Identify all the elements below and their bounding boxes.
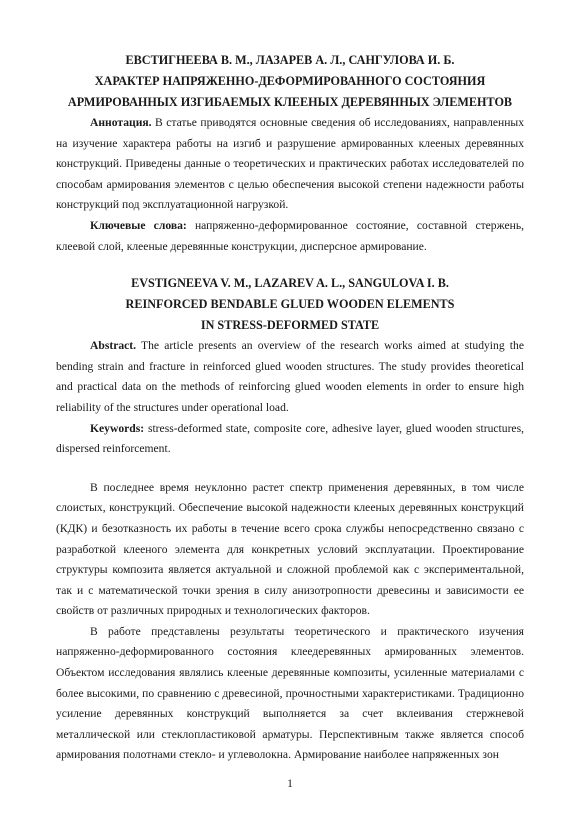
- en-title-line-2: IN STRESS-DEFORMED STATE: [200, 318, 380, 333]
- ru-keywords-text: напряженно-деформированное состояние, составной стержень, клеевой слой, клееные деревянные конструкции, дисперсное армирование.: [56, 218, 524, 253]
- body-paragraph-1: В последнее время неуклонно растет спектр применения деревянных, в том числе слоистых, конструкций. Обеспечение высокой надежности клееных деревянных конструкций (КДК) и безотказность их работы в течение всего срока службы непосредственно связано с разработкой клееного элемента для конкретных условий эксплуатации. Проектирование структуры композита является актуальной и сложной проблемой как с экспериментальной, так и с математической точки зрения в силу анизотропности древесины и зависимости ее свойств от различных природных и технологических факторов.: [56, 480, 524, 618]
- page-number: 1: [287, 778, 293, 790]
- en-authors: EVSTIGNEEVA V. M., LAZAREV A. L., SANGULOVA I. B.: [131, 276, 449, 291]
- body-paragraph-2: В работе представлены результаты теоретического и практического изучения напряженно-деформированного состояния клеедеревянных армированных элементов. Объектом исследования являлись клееные деревянные композиты, усиленные материалами с более высокими, по сравнению с древесиной, прочностными характеристиками. Традиционно усиление деревянных конструкций выполняется за счет вклеивания стержневой металлической или стеклопластиковой арматуры. Перспективным также является способ армирования полотнами стекло- и углеволокна. Армирование наиболее напряженных зон: [56, 624, 524, 762]
- en-title-line-1: REINFORCED BENDABLE GLUED WOODEN ELEMENTS: [125, 297, 455, 312]
- page-content: [56, 50, 524, 766]
- ru-keywords-label: Ключевые слова:: [90, 218, 187, 232]
- en-keywords: [56, 419, 524, 460]
- en-keywords-label: Keywords:: [90, 421, 145, 435]
- en-keywords-text: stress-deformed state, composite core, adhesive layer, glued wooden structures, dispersed reinforcement.: [56, 421, 524, 456]
- ru-authors: ЕВСТИГНЕЕВА В. М., ЛАЗАРЕВ А. Л., САНГУЛОВА И. Б.: [125, 53, 455, 67]
- ru-abstract-label: Аннотация.: [90, 116, 152, 129]
- ru-abstract-text: В статье приводятся основные сведения об исследованиях, направленных на изучение характера работы на изгиб и разрушение армированных клееных деревянных конструкций. Приведены данные о теоретических и практических работах исследователей по способам армирования элементов с целью обеспечения высокой степени надежности работы конструкций под эксплуатационной нагрузкой.: [56, 116, 524, 212]
- ru-abstract: [56, 113, 524, 216]
- en-abstract: [56, 336, 524, 418]
- en-abstract-label: Abstract.: [90, 339, 137, 353]
- ru-keywords: [56, 216, 524, 257]
- en-abstract-text: The article presents an overview of the research works aimed at studying the bending strain and fracture in reinforced glued wooden structures. The study provides theoretical and practical data on the methods of reinforcing glued wooden elements in order to ensure high reliability of the structures under operational load.: [56, 339, 524, 414]
- ru-title-line-1: ХАРАКТЕР НАПРЯЖЕННО-ДЕФОРМИРОВАННОГО СОСТОЯНИЯ: [94, 74, 486, 88]
- ru-title-line-2: АРМИРОВАННЫХ ИЗГИБАЕМЫХ КЛЕЕНЫХ ДЕРЕВЯННЫХ ЭЛЕМЕНТОВ: [67, 95, 513, 109]
